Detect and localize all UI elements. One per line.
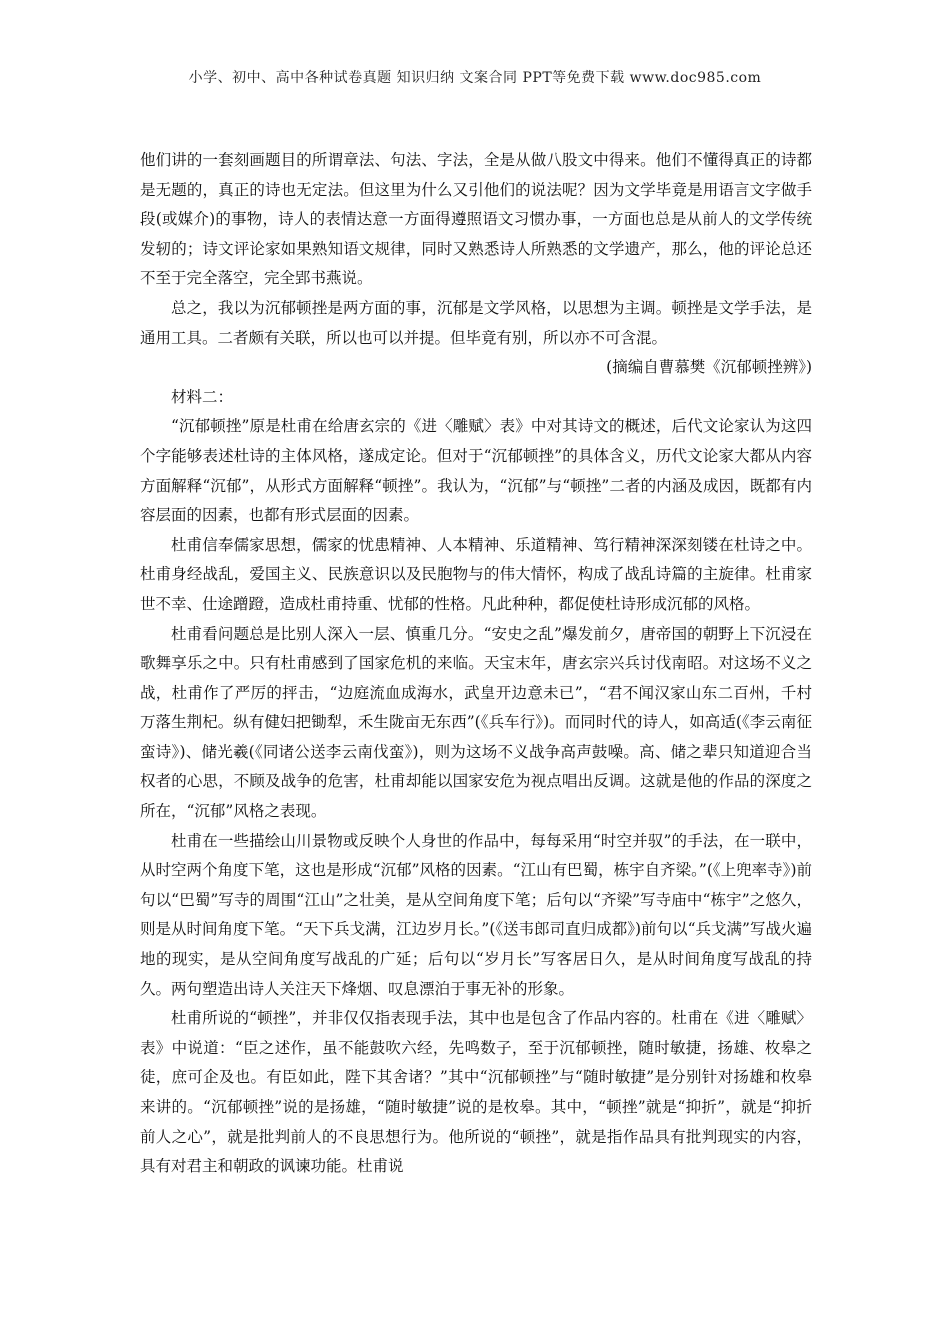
paragraph-3: “沉郁顿挫”原是杜甫在给唐玄宗的《进〈雕赋〉表》中对其诗文的概述，后代文论家认为这四个字能够表述杜诗的主体风格，遂成定论。但对于“沉郁顿挫”的具体含义，历代文论家大都从内容方面解释“沉郁”，从形式方面解释“顿挫”。我认为，“沉郁”与“顿挫”二者的内涵及成因，既都有内容层面的因素，也都有形式层面的因素。: [140, 417, 812, 525]
paragraph-2: 总之，我以为沉郁顿挫是两方面的事，沉郁是文学风格，以思想为主调。顿挫是文学手法，是通用工具。二者颇有关联，所以也可以并提。但毕竟有别，所以亦不可含混。: [140, 298, 812, 347]
article-body: [140, 146, 812, 1182]
source-citation: (摘编自曹慕樊《沉郁顿挫辨》): [606, 358, 812, 377]
material-two-label: 材料二：: [171, 387, 234, 406]
paragraph-4: 杜甫信奉儒家思想，儒家的忧患精神、人本精神、乐道精神、笃行精神深深刻镂在杜诗之中。杜甫身经战乱，爱国主义、民族意识以及民胞物与的伟大情怀，构成了战乱诗篇的主旋律。杜甫家世不幸、仕途蹭蹬，造成杜甫持重、忧郁的性格。凡此种种，都促使杜诗形成沉郁的风格。: [140, 535, 812, 613]
paragraph-7: 杜甫所说的“顿挫”，并非仅仅指表现手法，其中也是包含了作品内容的。杜甫在《进〈雕赋〉表》中说道：“臣之述作，虽不能鼓吹六经，先鸣数子，至于沉郁顿挫，随时敏捷，扬雄、枚皋之徒，庶可企及也。有臣如此，陛下其舍诸？”其中“沉郁顿挫”与“随时敏捷”是分别针对扬雄和枚皋来讲的。“沉郁顿挫”说的是扬雄，“随时敏捷”说的是枚皋。其中，“顿挫”就是“抑折”，就是“抑折前人之心”，就是批判前人的不良思想行为。他所说的“顿挫”，就是指作品具有批判现实的内容，具有对君主和朝政的讽谏功能。杜甫说: [140, 1009, 812, 1176]
paragraph-1: 他们讲的一套刻画题目的所谓章法、句法、字法，全是从做八股文中得来。他们不懂得真正的诗都是无题的，真正的诗也无定法。但这里为什么又引他们的说法呢？因为文学毕竟是用语言文字做手段(或媒介)的事物，诗人的表情达意一方面得遵照语文习惯办事，一方面也总是从前人的文学传统发轫的；诗文评论家如果熟知语文规律，同时又熟悉诗人所熟悉的文学遗产，那么，他的评论总还不至于完全落空，完全郢书燕说。: [140, 151, 812, 288]
page-header: 小学、初中、高中各种试卷真题 知识归纳 文案合同 PPT等免费下载 www.doc985.com: [188, 70, 762, 86]
paragraph-5: 杜甫看问题总是比别人深入一层、慎重几分。“安史之乱”爆发前夕，唐帝国的朝野上下沉浸在歌舞享乐之中。只有杜甫感到了国家危机的来临。天宝末年，唐玄宗兴兵讨伐南昭。对这场不义之战，杜甫作了严厉的抨击，“边庭流血成海水，武皇开边意未已”，“君不闻汉家山东二百州，千村万落生荆杞。纵有健妇把锄犁，禾生陇亩无东西”(《兵车行》)。而同时代的诗人，如高适(《李云南征蛮诗》)、储光羲(《同诸公送李云南伐蛮》)，则为这场不义战争高声鼓噪。高、储之辈只知道迎合当权者的心思，不顾及战争的危害，杜甫却能以国家安危为视点唱出反调。这就是他的作品的深度之所在，“沉郁”风格之表现。: [140, 624, 812, 821]
paragraph-6: 杜甫在一些描绘山川景物或反映个人身世的作品中，每每采用“时空并驭”的手法，在一联中，从时空两个角度下笔，这也是形成“沉郁”风格的因素。“江山有巴蜀，栋宇自齐梁。”(《上兜率寺》)前句以“巴蜀”写寺的周围“江山”之壮美，是从空间角度下笔；后句以“齐梁”写寺庙中“栋宇”之悠久，则是从时间角度下笔。“天下兵戈满，江边岁月长。”(《送韦郎司直归成都》)前句以“兵戈满”写战火遍地的现实，是从空间角度写战乱的广延；后句以“岁月长”写客居日久，是从时间角度写战乱的持久。两句塑造出诗人关注天下烽烟、叹息漂泊于事无补的形象。: [140, 831, 812, 998]
